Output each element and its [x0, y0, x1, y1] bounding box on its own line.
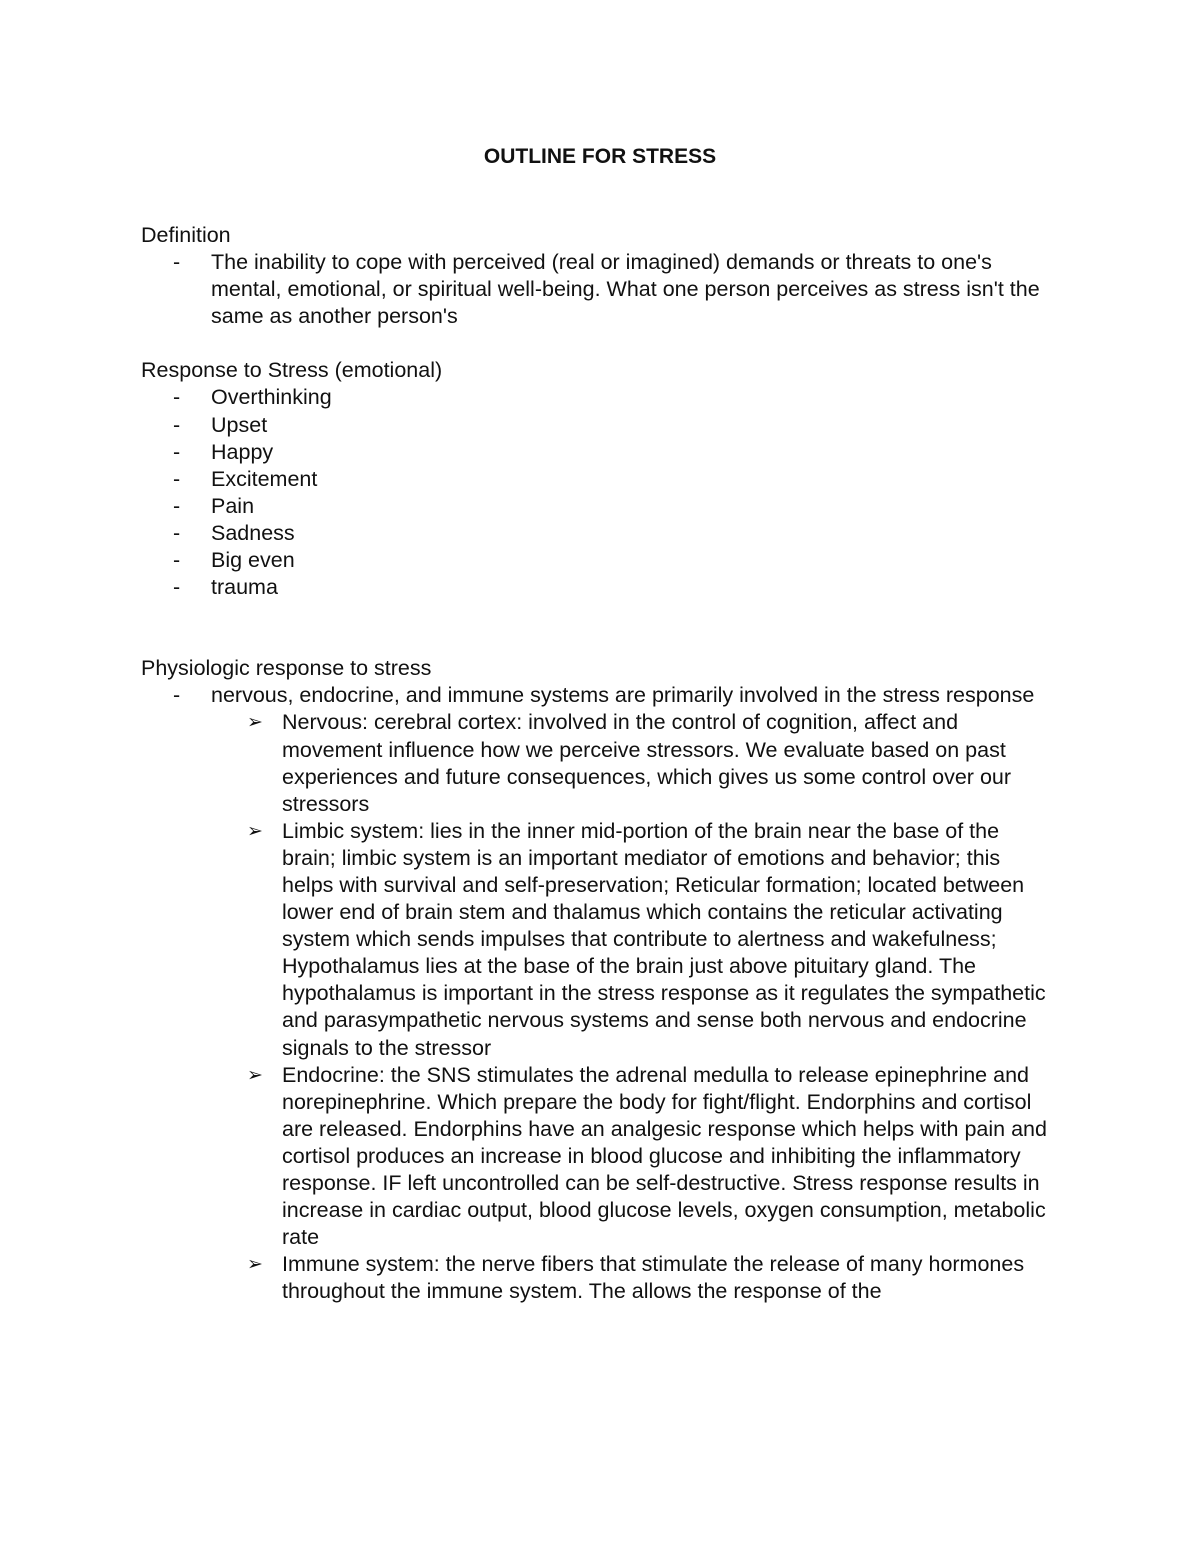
dash-bullet: -	[173, 466, 181, 491]
list-item	[141, 384, 1061, 411]
dash-bullet: -	[173, 250, 181, 275]
arrow-bullet-icon: ➢	[247, 1064, 263, 1086]
definition-list	[141, 249, 1061, 330]
arrow-bullet-icon: ➢	[247, 1254, 263, 1276]
document-title: OUTLINE FOR STRESS	[483, 145, 717, 168]
dash-bullet: -	[173, 412, 181, 437]
physiologic-subsystem-list	[211, 709, 1061, 1305]
physiologic-response-heading: Physiologic response to stress	[141, 656, 432, 681]
arrow-bullet-icon: ➢	[247, 820, 263, 842]
list-item-text: Happy	[211, 439, 274, 464]
list-item	[141, 520, 1061, 547]
list-item-endocrine	[211, 1062, 1052, 1252]
physiologic-response-list	[141, 682, 1061, 709]
list-item	[141, 574, 1061, 601]
dash-bullet: -	[173, 439, 181, 464]
list-item	[141, 249, 1061, 330]
list-item	[141, 466, 1061, 493]
dash-bullet: -	[173, 520, 181, 545]
list-item-nervous	[211, 709, 1052, 817]
list-item-text: Nervous: cerebral cortex: involved in the control of cognition, affect and movement influence how we perceive stressors. We evaluate based on past experiences and future consequences, which gives us some control over our stressors	[282, 710, 1012, 816]
list-item	[141, 547, 1061, 574]
document-body	[141, 222, 1061, 1305]
list-item-text: Endocrine: the SNS stimulates the adrenal medulla to release epinephrine and norepinephrine. Which prepare the body for fight/flight. Endorphins and cortisol are released. Endorphins have an analgesic response which helps with pain and cortisol produces an increase in blood glucose and inhibiting the inflammatory response. IF left uncontrolled can be self-destructive. Stress response results in increase in cardiac output, blood glucose levels, oxygen consumption, metabolic rate	[282, 1062, 1047, 1250]
list-item-text: Pain	[211, 493, 255, 518]
list-item-text: Big even	[211, 548, 295, 573]
list-item	[141, 412, 1061, 439]
list-item	[141, 682, 1061, 709]
dash-bullet: -	[173, 493, 181, 518]
list-item-text: trauma	[211, 575, 278, 600]
definition-heading: Definition	[141, 223, 231, 247]
list-item-immune	[211, 1251, 1052, 1305]
emotional-response-heading: Response to Stress (emotional)	[141, 358, 443, 383]
dash-bullet: -	[173, 385, 181, 410]
arrow-bullet-icon: ➢	[247, 712, 263, 734]
definition-text: The inability to cope with perceived (real or imagined) demands or threats to one's mental, emotional, or spiritual well-being. What one person perceives as stress isn't the same as another person's	[211, 250, 1040, 329]
dash-bullet: -	[173, 575, 181, 600]
list-item-limbic	[211, 818, 1052, 1062]
list-item-text: Sadness	[211, 520, 295, 545]
list-item-text: Limbic system: lies in the inner mid-portion of the brain near the base of the brain; limbic system is an important mediator of emotions and behavior; this helps with survival and self-preservation; Reticular formation; located between lower end of brain stem and thalamus which contains the reticular activating system which sends impulses that contribute to alertness and wakefulness; Hypothalamus lies at the base of the brain just above pituitary gland. The hypothalamus is important in the stress response as it regulates the sympathetic and parasympathetic nervous systems and sense both nervous and endocrine signals to the stressor	[282, 818, 1046, 1060]
physiologic-intro-text: nervous, endocrine, and immune systems are primarily involved in the stress response	[211, 683, 1035, 708]
dash-bullet: -	[173, 548, 181, 573]
list-item-text: Upset	[211, 412, 268, 437]
list-item-text: Excitement	[211, 466, 318, 491]
list-item-text: Immune system: the nerve fibers that stimulate the release of many hormones throughout the immune system. The allows the response of the	[282, 1252, 1025, 1304]
list-item	[141, 493, 1061, 520]
list-item	[141, 439, 1061, 466]
dash-bullet: -	[173, 683, 181, 708]
emotional-response-list	[141, 384, 1061, 601]
list-item-text: Overthinking	[211, 385, 332, 410]
